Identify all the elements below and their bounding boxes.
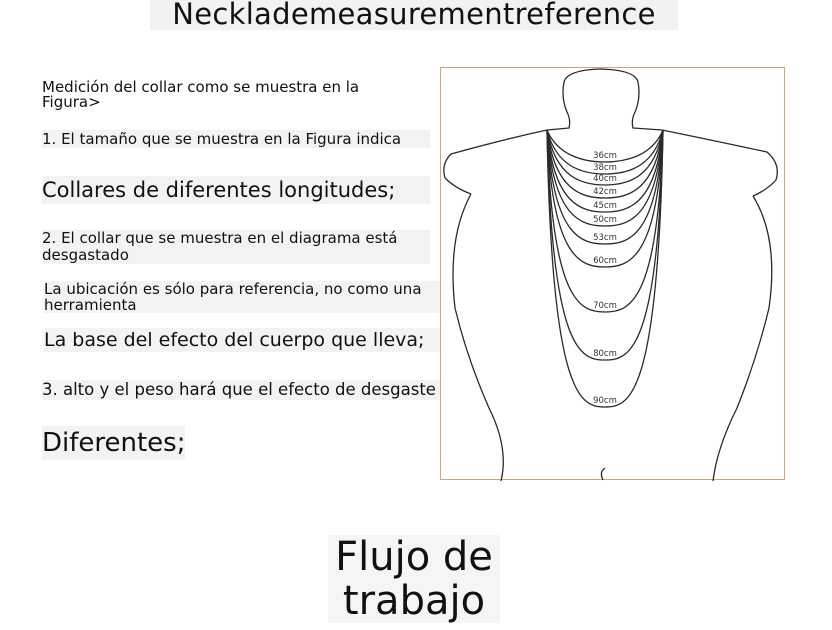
note-2-continuation: La ubicación es sólo para referencia, no como una herramienta	[44, 281, 464, 313]
workflow-line-2: trabajo	[342, 578, 486, 624]
note-1-continuation: Collares de diferentes longitudes;	[42, 176, 430, 204]
intro-text: Medición del collar como se muestra en la Figura>	[42, 78, 360, 111]
length-label: 42cm	[593, 187, 617, 197]
torso-outline	[444, 69, 777, 481]
note-2-text: 2. El collar que se muestra en el diagrama está desgastado	[42, 230, 430, 264]
body-outline-drawing	[441, 68, 786, 481]
length-label: 36cm	[593, 151, 617, 161]
length-label: 53cm	[593, 233, 617, 243]
length-label: 45cm	[593, 201, 617, 211]
length-label: 50cm	[593, 215, 617, 225]
workflow-line-1: Flujo de	[335, 534, 493, 580]
length-label: 40cm	[593, 174, 617, 184]
note-1-text: 1. El tamaño que se muestra en la Figura indica	[42, 130, 430, 148]
length-label: 90cm	[593, 396, 617, 406]
note-3-text: 3. alto y el peso hará que el efecto de desgaste	[42, 380, 470, 400]
note-3-ending: Diferentes;	[42, 428, 186, 458]
length-labels	[593, 151, 617, 406]
length-label: 80cm	[593, 349, 617, 359]
workflow-heading	[328, 535, 500, 623]
length-label: 60cm	[593, 256, 617, 266]
page-title: Necklademeasurementreference	[150, 0, 678, 30]
length-label: 38cm	[593, 163, 617, 173]
length-label: 70cm	[593, 301, 617, 311]
note-2-ending: La base del efecto del cuerpo que lleva;	[44, 328, 444, 352]
necklace-length-diagram	[440, 67, 785, 480]
